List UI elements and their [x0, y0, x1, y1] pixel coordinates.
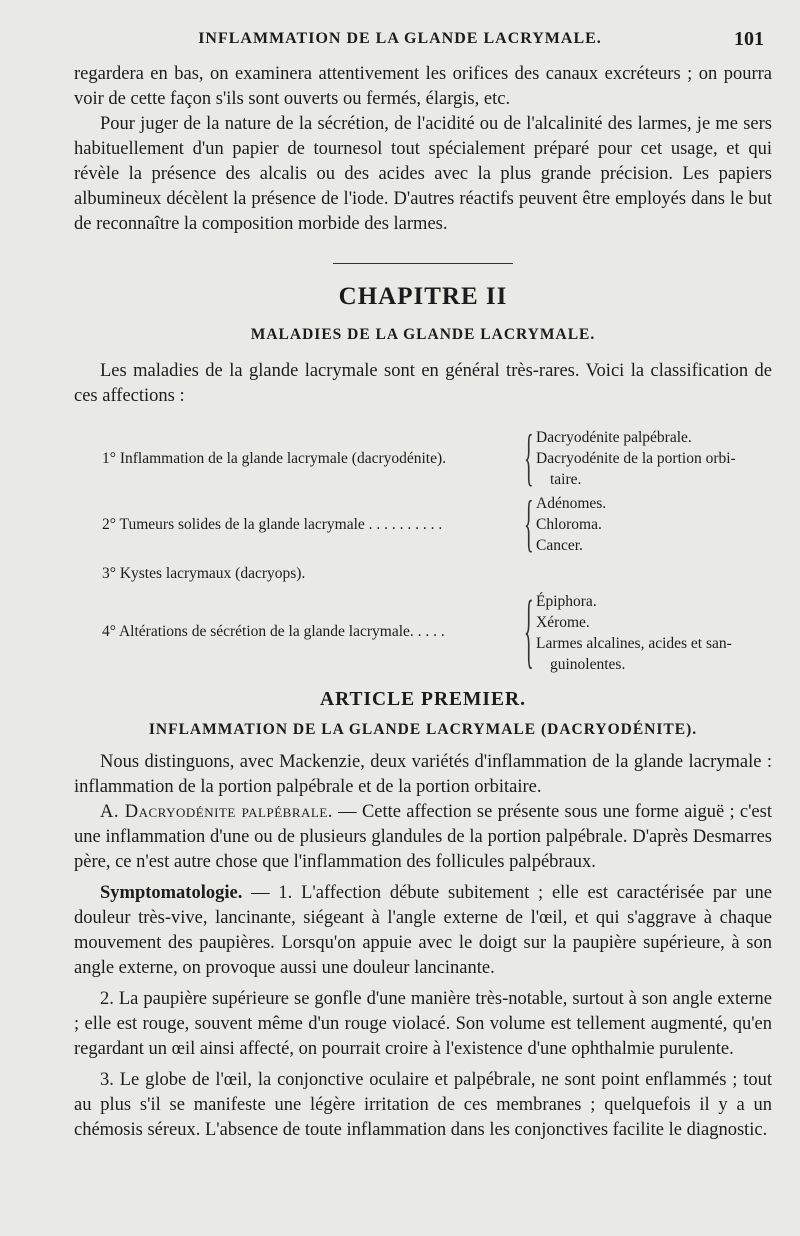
section-heading: A. Dacryodénite palpébrale. [100, 802, 333, 822]
paragraph-point-3: 3. Le globe de l'œil, la conjonctive oculaire et palpébrale, ne sont point enflammés ; tout au plus s'il se manifeste une légère irritation de ces membranes ; quelquefois il y a un chémosis séreux. L'absence de toute inflammation dans les conjonctives facilite le diagnostic. [74, 1070, 772, 1140]
subitem: guinolentes. [550, 656, 626, 673]
subitem: Adénomes. [536, 495, 607, 512]
classification-label: 3° Kystes lacrymaux (dacryops). [102, 565, 306, 582]
brace-glyph: { [524, 489, 534, 561]
section-divider [333, 263, 513, 264]
paragraph-dacryodenite-palpebrale [74, 800, 772, 875]
classification-subitems [536, 427, 772, 490]
classification-label: 2° Tumeurs solides de la glande lacrymale . . . . . . . . . . [102, 516, 443, 533]
paragraph-symptomatologie [74, 881, 772, 981]
article-title: ARTICLE PREMIER. [319, 689, 526, 710]
classification-subitems [536, 591, 772, 675]
brace-glyph: { [524, 586, 534, 680]
subitem: Dacryodénite palpébrale. [536, 429, 692, 446]
brace-glyph: { [524, 423, 534, 495]
page-body [74, 62, 772, 1143]
section-heading: Symptomatologie. [100, 883, 243, 903]
article-subtitle: INFLAMMATION DE LA GLANDE LACRYMALE (DACRYODÉNITE). [148, 721, 698, 738]
classification-subitems [536, 493, 772, 556]
subitem: Dacryodénite de la portion orbi- [536, 450, 736, 467]
running-title: INFLAMMATION DE LA GLANDE LACRYMALE. [198, 30, 602, 47]
paragraph-continued: regardera en bas, on examinera attentivement les orifices des canaux excréteurs ; on pourra voir de cette façon s'ils sont ouverts ou fermés, élargis, etc. [74, 64, 772, 109]
section-text: — 1. L'affection débute subitement ; elle est caractérisée par une douleur très-vive, lancinante, siégeant à l'angle externe de l'œil, et qui s'aggrave à chaque mouvement des paupières. Lorsqu'on appuie avec le doigt sur la paupière supérieure, à son angle externe, on provoque aussi une douleur lancinante. [74, 883, 772, 978]
classification-label: 4° Altérations de sécrétion de la glande lacrymale. . . . . [102, 623, 445, 640]
subitem: Larmes alcalines, acides et san- [536, 635, 732, 652]
subitem: Xérome. [536, 614, 590, 631]
subitem: Chloroma. [536, 516, 602, 533]
chapter-title: CHAPITRE II [338, 283, 508, 310]
running-head [0, 30, 800, 54]
paragraph-point-2: 2. La paupière supérieure se gonfle d'une manière très-notable, surtout à son angle externe ; elle est rouge, souvent même d'un rouge violacé. Son volume est tellement augmenté, qu'en regardant un œil ainsi affecté, on pourrait croire à l'existence d'une ophthalmie purulente. [74, 989, 772, 1059]
subitem: taire. [550, 471, 582, 488]
subitem: Épiphora. [536, 593, 597, 610]
section-text: — Cette affection se présente sous une forme aiguë ; c'est une inflammation d'une ou de plusieurs glandules de la portion palpébrale. D'après Desmarres père, ce n'est autre chose que l'inflammation des follicules palpébraux. [74, 802, 772, 872]
classification-list [74, 419, 772, 681]
subitem: Cancer. [536, 537, 583, 554]
classification-label: 1° Inflammation de la glande lacrymale (dacryodénite). [102, 450, 447, 467]
paragraph-varieties: Nous distinguons, avec Mackenzie, deux variétés d'inflammation de la glande lacrymale : inflammation de la portion palpébrale et de la portion orbitaire. [74, 752, 772, 797]
chapter-intro: Les maladies de la glande lacrymale sont en général très-rares. Voici la classification de ces affections : [74, 361, 772, 406]
paragraph-tournesol: Pour juger de la nature de la sécrétion, de l'acidité ou de l'alcalinité des larmes, je me sers habituellement d'un papier de tournesol tout spécialement préparé pour cet usage, et qui révèle la présence des alcalis ou des acides avec la plus grande précision. Les papiers albumineux décèlent la présence de l'iode. D'autres réactifs peuvent être employés dans le but de reconnaître la composition morbide des larmes. [74, 114, 772, 234]
chapter-subtitle: MALADIES DE LA GLANDE LACRYMALE. [250, 326, 596, 343]
page-number: 101 [734, 28, 764, 50]
